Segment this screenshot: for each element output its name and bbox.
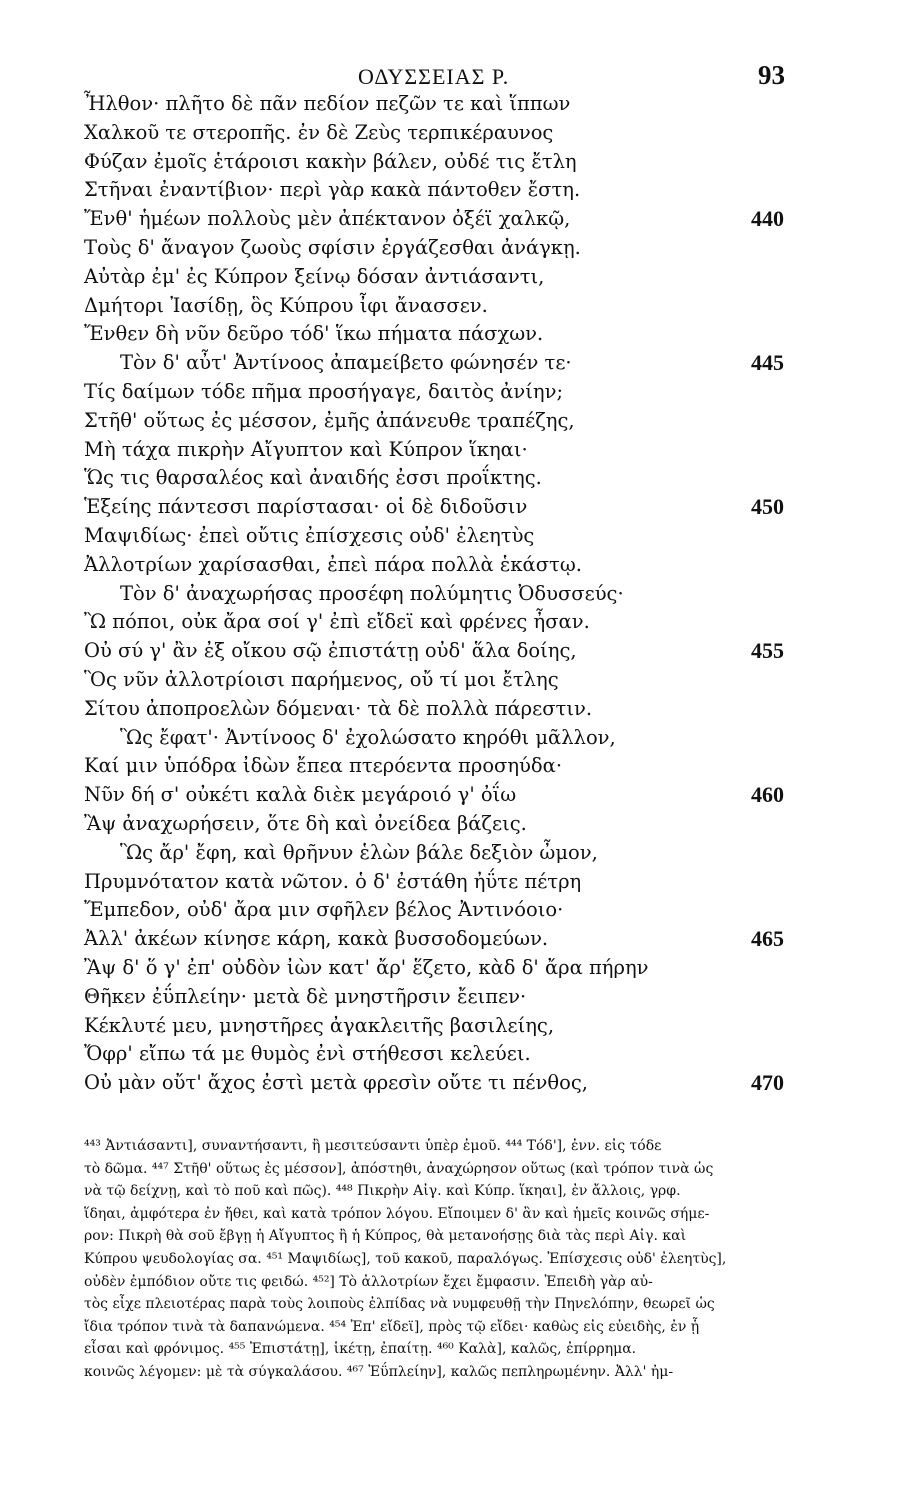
verse-line: Ἂψ δ' ὅ γ' ἐπ' οὐδὸν ἰὼν κατ' ἄρ' ἕζετο, κὰδ δ' ἄρα πήρην [84, 956, 649, 979]
line-number: 440 [751, 206, 784, 232]
verse-line: Οὐ μὰν οὔτ' ἄχος ἐστὶ μετὰ φρεσὶν οὔτε τι πένθος, [84, 1071, 588, 1095]
verse-line: Κέκλυτέ μευ, μνηστῆρες ἀγακλειτῆς βασιλείης, [84, 1013, 555, 1037]
page-number: 93 [758, 60, 785, 90]
footnote-line: Κύπρου ψευδολογίας σα. ⁴⁵¹ Μαψιδίως], τοῦ κακοῦ, παραλόγως. Ἐπίσχεσις οὐδ' ἐλεητὺς], [84, 1251, 727, 1267]
running-head: ΟΔΥΣΣΕΙΑΣ Ρ. [358, 64, 510, 89]
verse-line: Αὐτὰρ ἐμ' ἐς Κύπρον ξείνῳ δόσαν ἀντιάσαντι, [84, 264, 545, 288]
verse-line: Δμήτορι Ἰασίδῃ, ὃς Κύπρου ἶφι ἄνασσεν. [84, 293, 488, 317]
verse-line: Τίς δαίμων τόδε πῆμα προσήγαγε, δαιτὸς ἀνίην; [84, 380, 564, 403]
verse-line: Πρυμνότατον κατὰ νῶτον. ὁ δ' ἐστάθη ἠΰτε πέτρη [84, 869, 582, 893]
verse-line: Μαψιδίως· ἐπεὶ οὔτις ἐπίσχεσις οὐδ' ἐλεητὺς [84, 524, 535, 547]
verse-line: Ὣς ἔφατ'· Ἀντίνοος δ' ἐχολώσατο κηρόθι μᾶλλον, [120, 725, 616, 749]
verse-line: Τὸν δ' ἀναχωρήσας προσέφη πολύμητις Ὀδυσσεύς· [120, 581, 624, 605]
footnote-line: νὰ τῷ δείχνῃ, καὶ τὸ ποῦ καὶ πῶς). ⁴⁴⁸ Πικρὴν Αἰγ. καὶ Κύπρ. ἵκηαι], ἐν ἄλλοις, γρφ. [84, 1183, 681, 1200]
footnote-rule [84, 1132, 784, 1133]
verse-line: Στῆναι ἐναντίβιον· περὶ γὰρ κακὰ πάντοθεν ἔστη. [84, 178, 581, 202]
verse-line: Νῦν δή σ' οὐκέτι καλὰ διὲκ μεγάροιό γ' ὀΐω [84, 783, 517, 807]
verse-line: Τοὺς δ' ἄναγον ζωοὺς σφίσιν ἐργάζεσθαι ἀνάγκῃ. [84, 236, 581, 259]
verse-line: Θῆκεν ἐΰπλείην· μετὰ δὲ μνηστῆρσιν ἔειπεν· [84, 984, 527, 1008]
line-number: 455 [751, 638, 784, 664]
footnote-line: οὐδὲν ἐμπόδιον οὔτε τις φειδώ. ⁴⁵²] Τὸ ἀλλοτρίων ἔχει ἔμφασιν. Ἐπειδὴ γὰρ αὐ- [84, 1273, 653, 1290]
verse-line: Χαλκοῦ τε στεροπῆς. ἐν δὲ Ζεὺς τερπικέραυνος [84, 120, 554, 144]
verse-line: Ἦλθον· πλῆτο δὲ πᾶν πεδίον πεζῶν τε καὶ ἵππων [84, 92, 571, 115]
footnote-line: κοινῶς λέγομεν: μὲ τὰ σύγκαλάσου. ⁴⁶⁷ Ἐΰπλείην], καλῶς πεπληρωμένην. Ἀλλ' ἠμ- [84, 1364, 674, 1380]
footnote-line: ἴδια τρόπον τινὰ τὰ δαπανώμενα. ⁴⁵⁴ Ἐπ' εἴδεϊ], πρὸς τῷ εἴδει· καθὼς εἰς εὐειδὴς, ἐν ᾗ [84, 1318, 700, 1335]
line-number: 460 [751, 782, 784, 808]
verse-line: Ἀλλ' ἀκέων κίνησε κάρη, κακὰ βυσσοδομεύων. [84, 927, 549, 951]
verse-line: Στῆθ' οὕτως ἐς μέσσον, ἐμῆς ἀπάνευθε τραπέζης, [84, 408, 575, 432]
footnote-line: τὸ δῶμα. ⁴⁴⁷ Στῆθ' οὕτως ἐς μέσσον], ἀπόστηθι, ἀναχώρησον οὕτως (καὶ τρόπον τινὰ ὡς [84, 1160, 714, 1177]
verse-line: Ἔνθ' ἡμέων πολλοὺς μὲν ἀπέκτανον ὀξέϊ χαλκῷ, [84, 207, 571, 231]
verse-line: Ἔνθεν δὴ νῦν δεῦρο τόδ' ἵκω πήματα πάσχων. [84, 322, 544, 346]
verse-line: Ὥς τις θαρσαλέος καὶ ἀναιδής ἐσσι προΐκτης. [84, 466, 542, 490]
verse-line: Ὄφρ' εἴπω τά με θυμὸς ἐνὶ στήθεσσι κελεύει. [84, 1042, 531, 1066]
verse-line: Καί μιν ὑπόδρα ἰδὼν ἔπεα πτερόεντα προσηύδα· [84, 754, 563, 778]
verse-line: Ἀλλοτρίων χαρίσασθαι, ἐπεὶ πάρα πολλὰ ἑκάστῳ. [84, 552, 582, 576]
verse-line: Οὐ σύ γ' ἂν ἐξ οἴκου σῷ ἐπιστάτῃ οὐδ' ἅλα δοίης, [84, 639, 577, 663]
verse-line: Ὢ πόποι, οὐκ ἄρα σοί γ' ἐπὶ εἴδεϊ καὶ φρένες ἦσαν. [84, 610, 590, 634]
line-number: 445 [751, 350, 784, 376]
line-number: 470 [751, 1070, 784, 1096]
footnote-line: ἵδηαι, ἀμφότερα ἐν ἤθει, καὶ κατὰ τρόπον λόγου. Εἴποιμεν δ' ἂν καὶ ἡμεῖς κοινῶς σήμε- [84, 1205, 710, 1222]
footnote-line: εἶσαι καὶ φρόνιμος. ⁴⁵⁵ Ἐπιστάτῃ], ἱκέτῃ, ἐπαίτῃ. ⁴⁶⁰ Καλὰ], καλῶς, ἐπίρρημα. [84, 1341, 637, 1358]
verse-line: Φύζαν ἐμοῖς ἑτάροισι κακὴν βάλεν, οὐδέ τις ἔτλη [84, 149, 577, 173]
verse-line: Ἑξείης πάντεσσι παρίστασαι· οἱ δὲ διδοῦσιν [84, 495, 528, 519]
verse-line: Μὴ τάχα πικρὴν Αἴγυπτον καὶ Κύπρον ἵκηαι· [84, 437, 528, 461]
line-number: 465 [751, 926, 784, 952]
footnote-line: ρον: Πικρὴ θὰ σοῦ ἔβγῃ ἡ Αἴγυπτος ἢ ἡ Κύπρος, θὰ μετανοήσῃς διὰ τὰς περὶ Αἰγ. καὶ [84, 1228, 687, 1245]
verse-line: Ὣς ἄρ' ἔφη, καὶ θρῆνυν ἑλὼν βάλε δεξιὸν ὦμον, [120, 840, 598, 864]
line-number: 450 [751, 494, 784, 520]
verse-line: Ὃς νῦν ἀλλοτρίοισι παρήμενος, οὔ τί μοι ἔτλης [84, 668, 559, 691]
verse-line: Τὸν δ' αὖτ' Ἀντίνοος ἀπαμείβετο φώνησέν τε· [120, 351, 572, 375]
verse-line: Ἂψ ἀναχωρήσειν, ὅτε δὴ καὶ ὀνείδεα βάζεις. [84, 812, 527, 835]
footnote-line: τὸς εἶχε πλειοτέρας παρὰ τοὺς λοιποὺς ἐλπίδας νὰ νυμφευθῇ τὴν Πηνελόπην, θεωρεῖ ὡς [84, 1296, 715, 1313]
verse-line: Σίτου ἀποπροελὼν δόμεναι· τὰ δὲ πολλὰ πάρεστιν. [84, 696, 593, 720]
verse-line: Ἔμπεδον, οὐδ' ἄρα μιν σφῆλεν βέλος Ἀντινόοιο· [84, 898, 564, 922]
footnote-line: ⁴⁴³ Ἀντιάσαντι], συναντήσαντι, ἢ μεσιτεύσαντι ὑπὲρ ἐμοῦ. ⁴⁴⁴ Τόδ'], ἐνν. εἰς τόδε [84, 1138, 662, 1154]
